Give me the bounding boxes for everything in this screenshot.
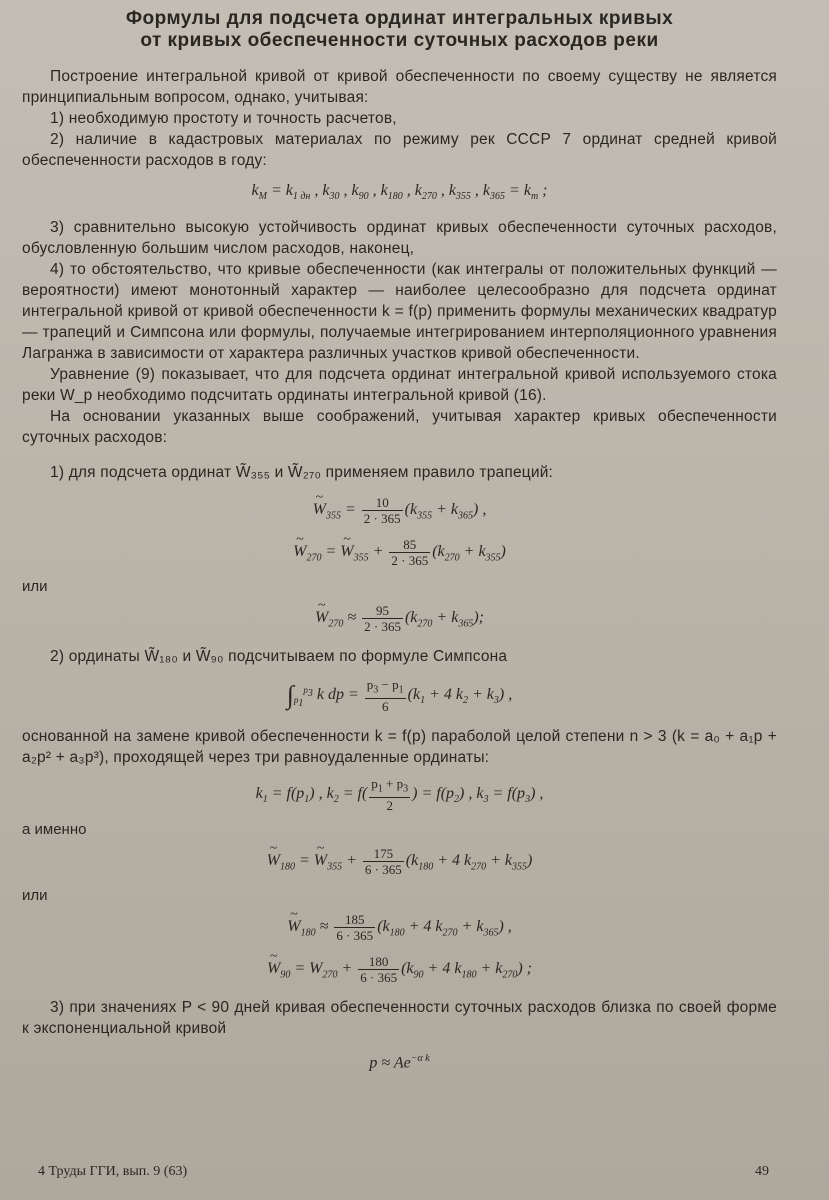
paragraph-simpson: 2) ординаты W̃₁₈₀ и W̃₉₀ подсчитываем по формуле Симпсона: [50, 648, 508, 666]
page-footer: [38, 1164, 769, 1180]
paragraph-item-2: 2) наличие в кадастровых материалах по режиму рек СССР 7 ординат средней кривой обеспеченности расходов в году:: [22, 131, 777, 169]
page-number: 49: [755, 1164, 769, 1179]
equation-w180: ~ $W_{180}$ = ~ $W_{355}$ + $\frac{175}{6 \cdot 365}$ ($k_{180} + 4$ $k_{270} + k_{355}$): [22, 846, 777, 879]
paragraph-basis: На основании указанных выше соображений, учитывая характер кривых обеспеченности суточных расходов:: [22, 408, 777, 447]
paragraph-exponential: 3) при значениях P < 90 дней кривая обеспеченности суточных расходов близка по своей форме к экспоненциальной кривой: [22, 998, 777, 1037]
paragraph-item-4: 4) то обстоятельство, что кривые обеспеченности (как интегралы от положительных функций — вероятности) имеют монотонный характер — наиболее целесообразно для подсчета ординат интегральной кривой от кривой обеспеченности k = f(p) применить формулы механических квадратур — трапеций и Симпсона или формулы, получаемые интегрированием интерполяционного уравнения Лагранжа в зависимости от характера различных участков кривой обеспеченности.: [22, 261, 777, 363]
paragraph-item-3: 3) сравнительно высокую устойчивость ординат кривых обеспеченности суточных расходов, обусловленную большим числом расходов, наконец,: [22, 219, 777, 258]
page-title: [22, 8, 777, 52]
paragraph-intro: Построение интегральной кривой от кривой обеспеченности по своему существу не является принципиальным вопросом, однако, учитывая:: [22, 68, 777, 106]
equation-kM: $k_M = k_{1 дн}$ , $k_{30}$ , $k_{90}$ , $k_{180}$ , $k_{270}$ , $k_{355}$ , $k_{365} = k_m$ ;: [251, 182, 548, 203]
equation-w90: ~ $W_{90} = W_{270}$ + $\frac{180}{6 \cdot 365}$ ($k_{90} + 4$ $k_{180} + k_{270}$) ;: [22, 954, 777, 987]
label-namely: а именно: [22, 820, 87, 838]
paragraph-parabola: основанной на замене кривой обеспеченности k = f(p) параболой целой степени n > 3 (k = a₀ + a₁p + a₂p² + a₃p³), проходящей через три равноудаленные ординаты:: [22, 728, 777, 767]
paragraph-eq9: Уравнение (9) показывает, что для подсчета ординат интегральной кривой используемого стока реки W_p необходимо подсчитать ординаты интегральной кривой (16).: [22, 366, 777, 405]
equation-w270-approx: ~ $W_{270}$ ≈ $\frac{95}{2 \cdot 365}$ $(k_{270} + k_{365})$;: [22, 603, 777, 636]
paragraph-trapezoid: 1) для подсчета ординат W̃₃₅₅ и W̃₂₇₀ применяем правило трапеций:: [50, 464, 554, 482]
equation-simpson: $\int_{p_1}^{p_3}$ k dp = $\frac{p_3 - p_1}{6}$ ($k_1 + 4$ $k_2 + k_3$) ,: [286, 677, 513, 714]
equation-k-defs: $k_1 = f(p_1)$ , $k_2 = f$( $\frac{p_1 + p_3}{2}$ ) = $f(p_2)$ , $k_3 = f(p_3)$ ,: [255, 776, 544, 813]
paragraph-item-1: 1) необходимую простоту и точность расчетов,: [50, 110, 397, 127]
equation-w270: ~ $W_{270}$ = ~ $W_{355}$ + $\frac{85}{2 \cdot 365}$ $(k_{270} + k_{355})$: [22, 537, 777, 570]
footer-journal: 4 Труды ГГИ, вып. 9 (63): [38, 1164, 188, 1179]
title-line-1: Формулы для подсчета ординат интегральных кривых: [125, 8, 674, 29]
label-ili-2: или: [22, 887, 48, 905]
equation-w180-approx: ~ $W_{180}$ ≈ $\frac{185}{6 \cdot 365}$ ($k_{180} + 4$ $k_{270} + k_{365}$) ,: [22, 912, 777, 945]
equation-exponential: $p \approx Ae^{-\alpha k}$: [369, 1052, 430, 1072]
label-ili-1: или: [22, 577, 48, 595]
equation-w355: ~ $W_{355}$ = $\frac{10}{2 \cdot 365}$ $(k_{355} + k_{365})$ ,: [22, 495, 777, 528]
title-line-2: от кривых обеспеченности суточных расходов реки: [140, 30, 659, 51]
